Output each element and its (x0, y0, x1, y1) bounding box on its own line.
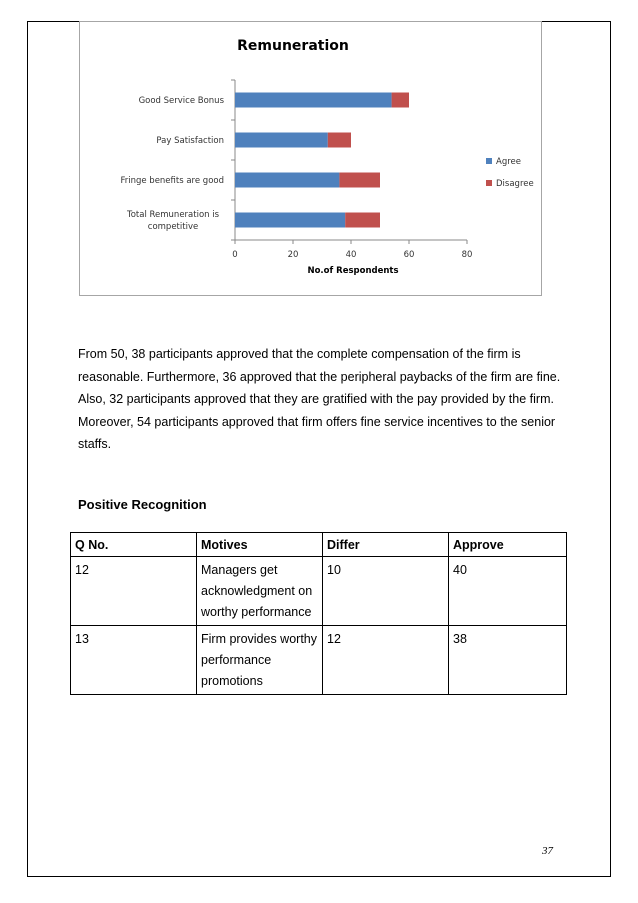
y-category-label (139, 96, 225, 106)
x-axis-label: No.of Respondents (307, 266, 399, 276)
header-approve: Approve (449, 533, 567, 557)
bar-agree-pay-satisfaction (235, 133, 328, 148)
cell-motive: Firm provides worthy performance promotions (197, 626, 323, 695)
y-category-label-line: Fringe benefits are good (120, 176, 224, 186)
x-tick-label: 40 (345, 250, 357, 260)
bar-agree-good-service-bonus (235, 93, 392, 108)
positive-recognition-table (70, 532, 567, 695)
legend-label-agree: Agree (496, 157, 521, 167)
legend-label-disagree: Disagree (496, 179, 534, 189)
cell-differ: 10 (323, 557, 449, 626)
legend-swatch-disagree (486, 180, 492, 186)
bar-agree-fringe-benefits-are-good (235, 173, 339, 188)
x-tick-label: 80 (461, 250, 473, 260)
x-tick-label: 0 (232, 250, 238, 260)
x-tick-label: 60 (403, 250, 415, 260)
chart-canvas (80, 22, 543, 297)
cell-motive: Managers get acknowledgment on worthy performance (197, 557, 323, 626)
legend-swatch-agree (486, 158, 492, 164)
bar-agree-total-remuneration-is-competitive (235, 213, 345, 228)
chart-title: Remuneration (237, 38, 349, 54)
cell-q-no: 13 (71, 626, 197, 695)
section-heading: Positive Recognition (78, 497, 207, 512)
x-tick-label: 20 (287, 250, 299, 260)
bar-disagree-good-service-bonus (392, 93, 409, 108)
y-category-label-line: competitive (147, 222, 199, 232)
table-row (71, 626, 567, 695)
y-category-label-line: Good Service Bonus (138, 96, 224, 106)
summary-paragraph: From 50, 38 participants approved that the complete compensation of the firm is reasonable. Furthermore, 36 approved that the peripheral paybacks of the firm are fine. Also, 32 participants approved that they are gratified with the pay provided by the firm. Moreover, 54 participants approved that firm offers fine service incentives to the senior staffs. (78, 347, 561, 451)
header-differ: Differ (323, 533, 449, 557)
y-category-label (120, 176, 224, 186)
header-q-no: Q No. (71, 533, 197, 557)
remuneration-chart (79, 21, 542, 296)
y-category-label (156, 136, 224, 146)
bar-disagree-total-remuneration-is-competitive (345, 213, 380, 228)
y-category-label (126, 210, 220, 232)
header-motives: Motives (197, 533, 323, 557)
cell-q-no: 12 (71, 557, 197, 626)
page-number: 37 (542, 845, 553, 857)
y-category-label-line: Pay Satisfaction (156, 136, 224, 146)
y-category-label-line: Total Remuneration is (126, 210, 220, 220)
bar-disagree-fringe-benefits-are-good (339, 173, 380, 188)
table-header-row (71, 533, 567, 557)
cell-approve: 38 (449, 626, 567, 695)
table-row (71, 557, 567, 626)
bar-disagree-pay-satisfaction (328, 133, 351, 148)
cell-differ: 12 (323, 626, 449, 695)
cell-approve: 40 (449, 557, 567, 626)
